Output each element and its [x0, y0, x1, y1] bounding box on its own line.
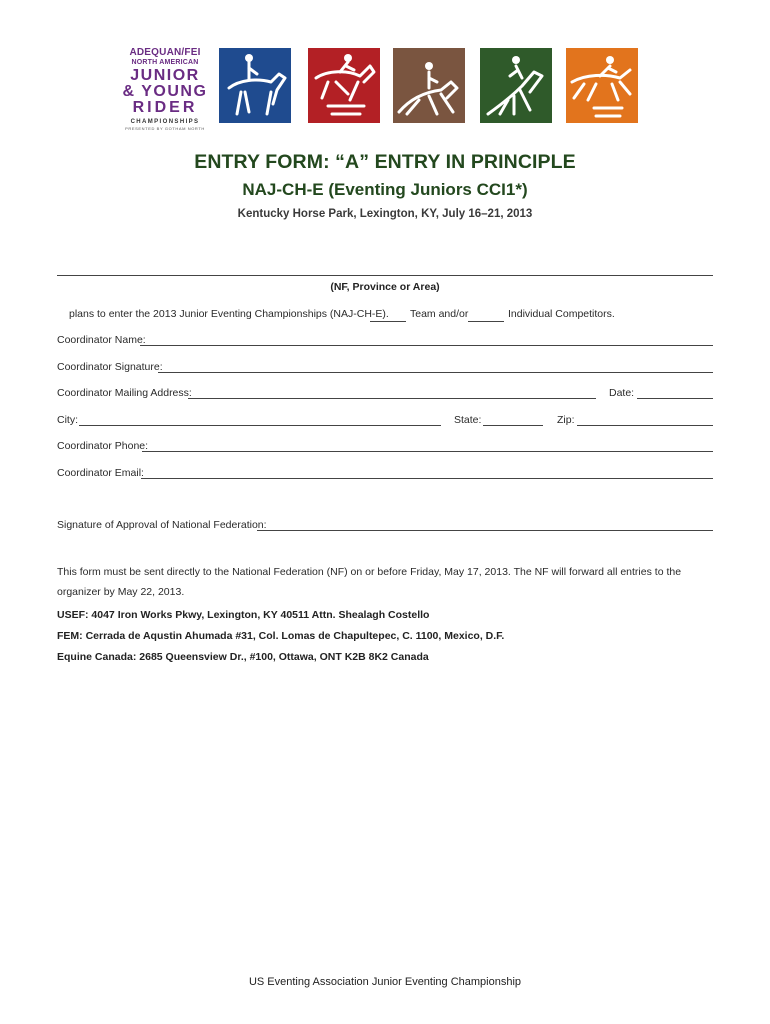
- logo-line-5: RIDER: [132, 99, 198, 116]
- form-subtitle: NAJ-CH-E (Eventing Juniors CCI1*): [242, 180, 528, 199]
- logo-line-6: CHAMPIONSHIPS: [130, 119, 200, 125]
- equine-canada-address: Equine Canada: 2685 Queensview Dr., #100, Ottawa, ONT K2B 8K2 Canada: [57, 651, 429, 663]
- logo-line-1: ADEQUAN/FEI: [129, 47, 201, 58]
- date-label: Date:: [609, 387, 635, 399]
- eventing-rider-icon: [480, 48, 552, 123]
- coordinator-email-field[interactable]: [141, 478, 713, 479]
- mailing-address-field[interactable]: [188, 398, 596, 399]
- city-label: City:: [57, 414, 78, 426]
- mailing-address-label: Coordinator Mailing Address:: [57, 387, 192, 399]
- coordinator-phone-label: Coordinator Phone:: [57, 440, 149, 452]
- logo-line-7: PRESENTED BY GOTHAM NORTH: [125, 126, 205, 131]
- jumping-rider-icon: [308, 48, 380, 123]
- zip-label: Zip:: [557, 414, 575, 426]
- coordinator-name-field[interactable]: [140, 345, 713, 346]
- coordinator-email-label: Coordinator Email:: [57, 467, 144, 479]
- venue-line: Kentucky Horse Park, Lexington, KY, July 16–21, 2013: [237, 208, 533, 220]
- championship-logo: [122, 48, 208, 131]
- instructions-paragraph: This form must be sent directly to the National Federation (NF) on or before Friday, May 17, 2013. The NF will forward all entries to the organizer by May 22, 2013.: [57, 566, 682, 598]
- logo-line-2: NORTH AMERICAN: [131, 59, 199, 66]
- logo-line-3: JUNIOR: [130, 67, 200, 84]
- form-title: ENTRY FORM: “A” ENTRY IN PRINCIPLE: [194, 151, 576, 173]
- zip-field[interactable]: [577, 425, 713, 426]
- approval-signature-field[interactable]: [257, 530, 713, 531]
- coordinator-name-label: Coordinator Name:: [57, 334, 146, 346]
- city-field[interactable]: [79, 425, 441, 426]
- individual-label: Individual Competitors.: [508, 308, 615, 320]
- fem-address: FEM: Cerrada de Aqustin Ahumada #31, Col. Lomas de Chapultepec, C. 1100, Mexico, D.F.: [57, 630, 505, 642]
- plans-text: plans to enter the 2013 Junior Eventing Championships (NAJ-CH-E).: [69, 308, 389, 320]
- team-label: Team and/or: [410, 308, 469, 320]
- coordinator-phone-field[interactable]: [142, 451, 713, 452]
- coordinator-signature-label: Coordinator Signature:: [57, 361, 163, 373]
- reining-rider-icon: [393, 48, 465, 123]
- state-label: State:: [454, 414, 482, 426]
- show-jumping-rider-icon: [566, 48, 638, 123]
- individual-count-field[interactable]: [468, 321, 504, 322]
- team-count-field[interactable]: [370, 321, 406, 322]
- page-footer: US Eventing Association Junior Eventing Championship: [248, 976, 522, 988]
- nf-input-line[interactable]: [57, 275, 713, 276]
- usef-address: USEF: 4047 Iron Works Pkwy, Lexington, KY 40511 Attn. Shealagh Costello: [57, 609, 430, 621]
- date-field[interactable]: [637, 398, 713, 399]
- approval-signature-label: Signature of Approval of National Federation:: [57, 519, 267, 531]
- dressage-rider-icon: [219, 48, 291, 123]
- state-field[interactable]: [483, 425, 543, 426]
- coordinator-signature-field[interactable]: [158, 372, 713, 373]
- nf-label: (NF, Province or Area): [330, 281, 440, 293]
- logo-line-4: & YOUNG: [122, 83, 208, 100]
